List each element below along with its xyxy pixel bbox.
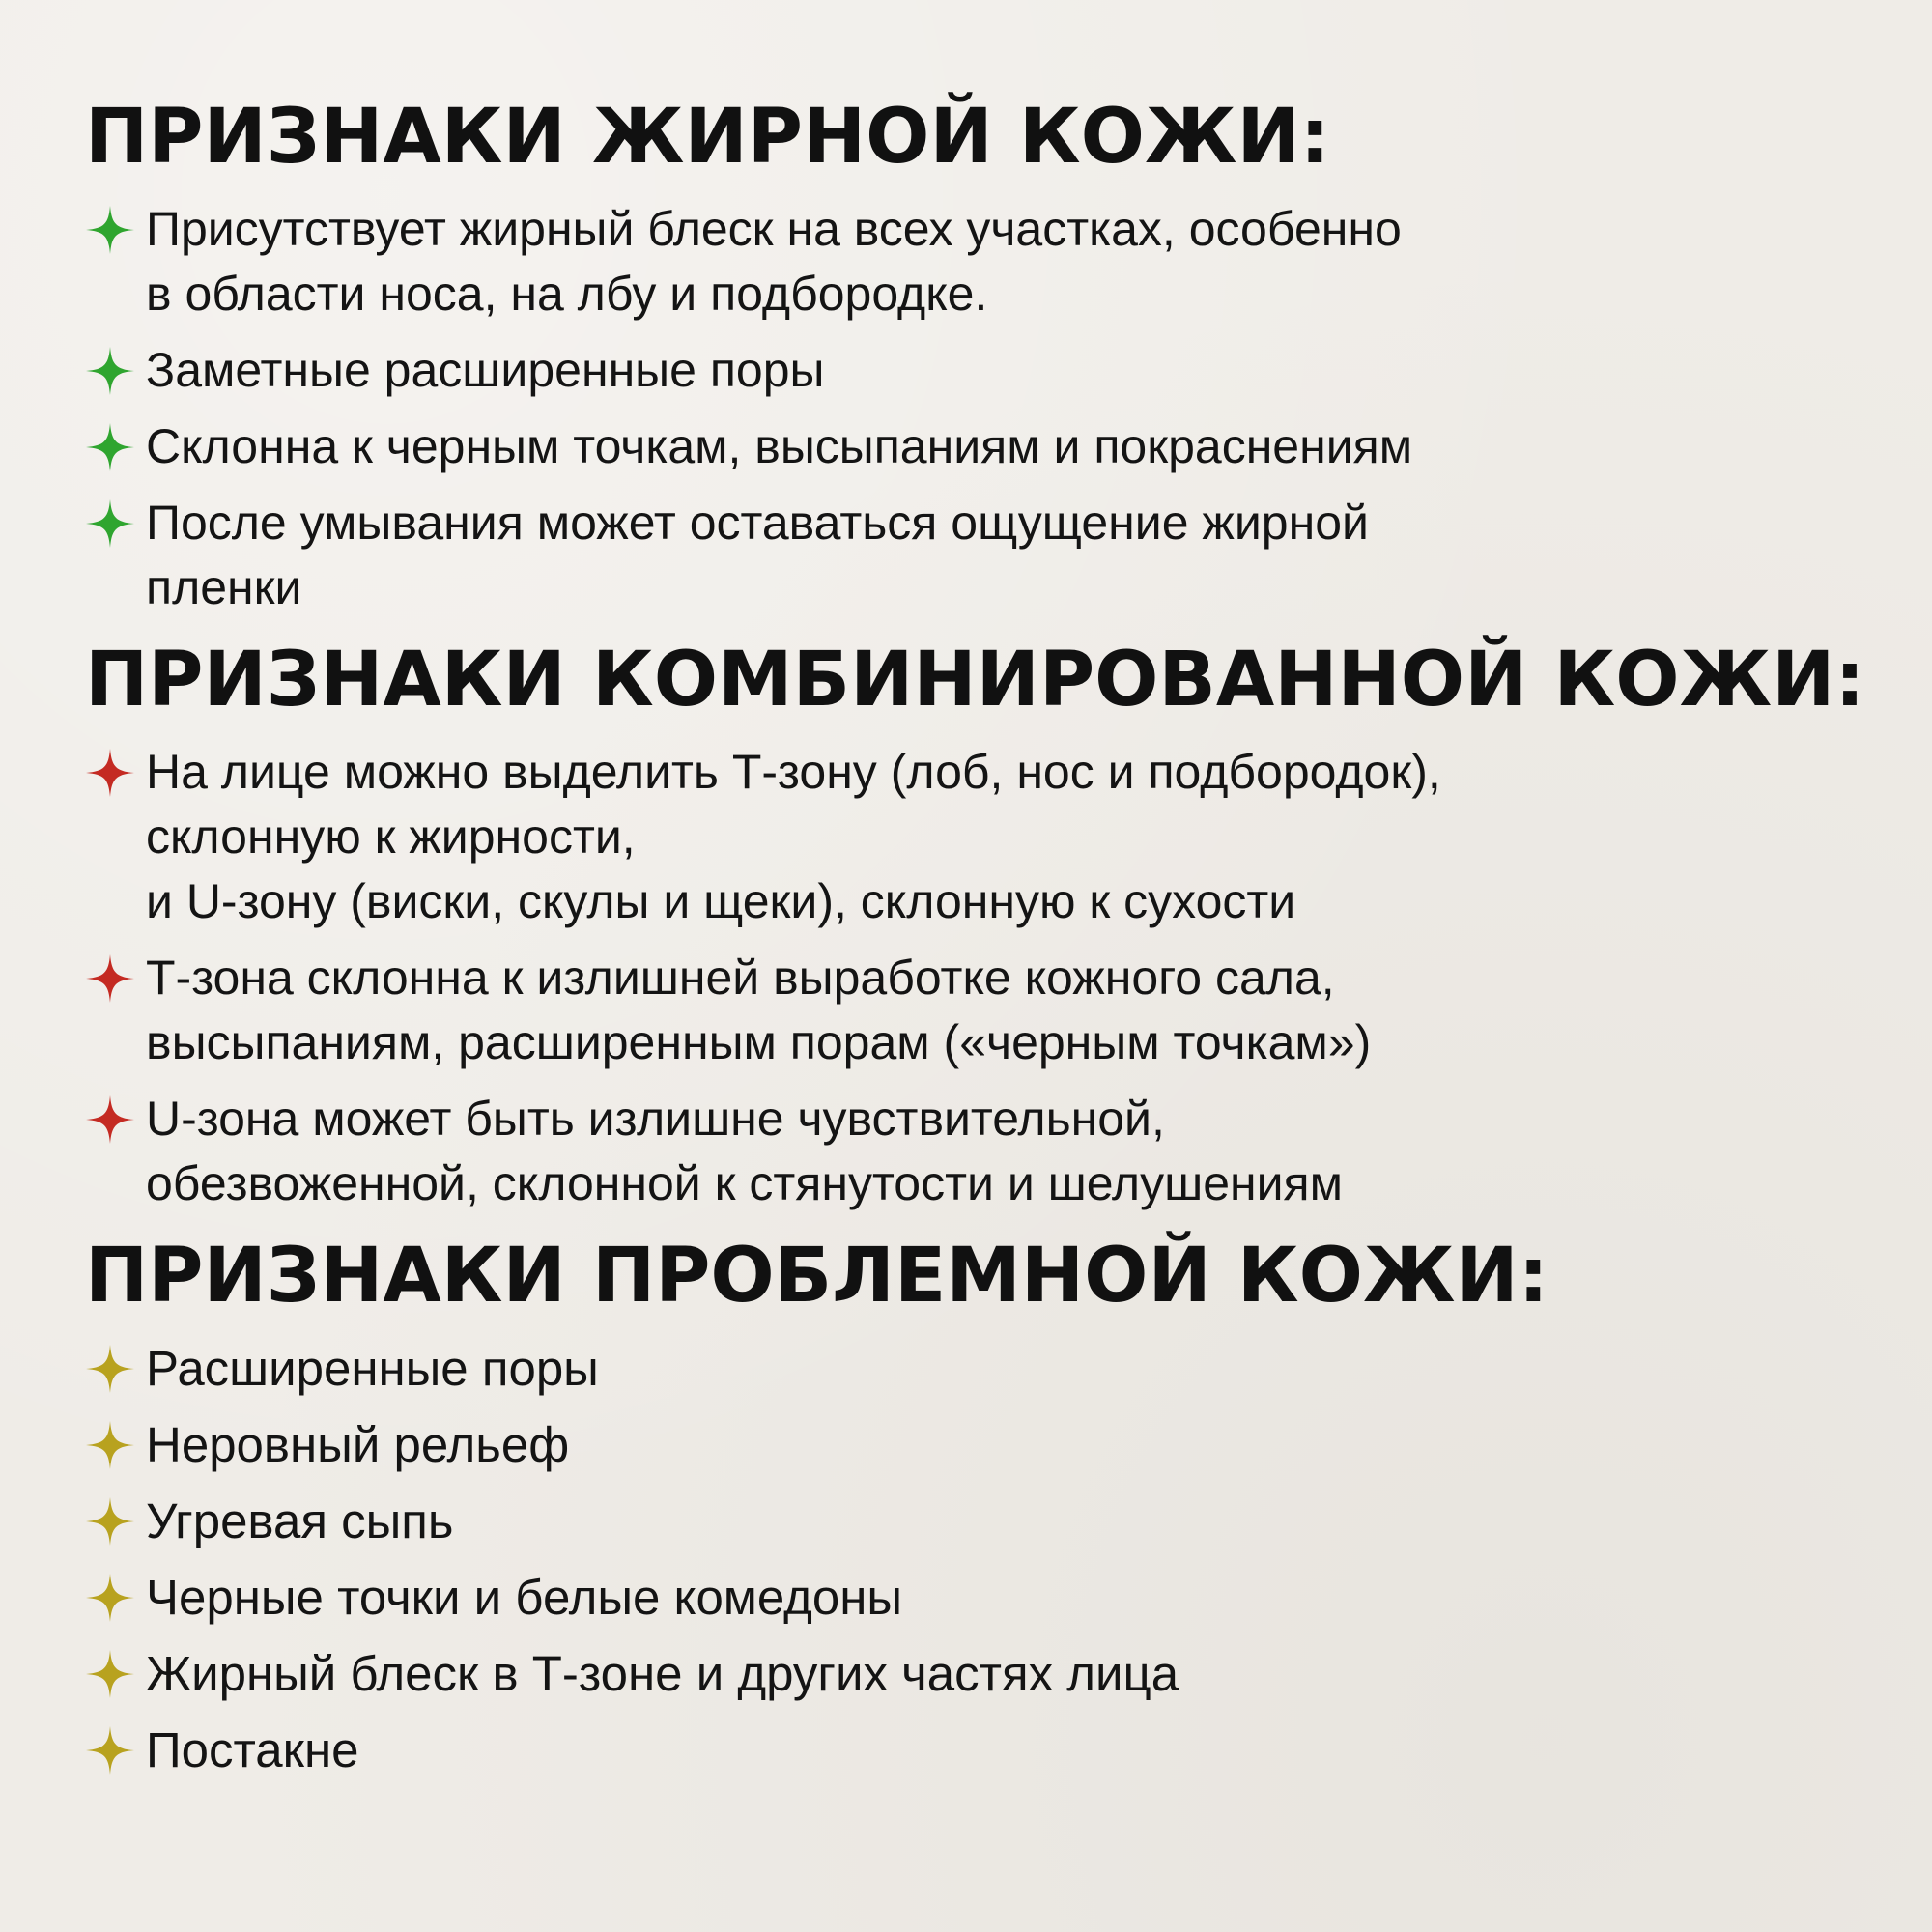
list-item-line: Склонна к черным точкам, высыпаниям и покраснениям bbox=[146, 419, 1413, 473]
problem-skin-list bbox=[85, 1336, 1824, 1782]
green-star-icon bbox=[85, 346, 135, 396]
green-star-icon bbox=[85, 205, 135, 255]
list-item-line: Неровный рельеф bbox=[146, 1417, 570, 1472]
list-item-line: и U-зону (виски, скулы и щеки), склонную к сухости bbox=[146, 874, 1296, 928]
list-item-line: На лице можно выделить Т-зону (лоб, нос и подбородок), bbox=[146, 745, 1441, 799]
list-item-line: После умывания может оставаться ощущение жирной bbox=[146, 496, 1369, 550]
list-item bbox=[85, 1412, 1824, 1477]
section-title-oily-skin: ПРИЗНАКИ ЖИРНОЙ КОЖИ: bbox=[85, 94, 1330, 181]
list-item bbox=[85, 1087, 1824, 1216]
list-item-line: U-зона может быть излишне чувствительной, bbox=[146, 1092, 1165, 1146]
red-star-icon bbox=[85, 748, 135, 798]
list-item bbox=[85, 1641, 1824, 1706]
yellow-star-icon bbox=[85, 1649, 135, 1699]
list-item bbox=[85, 740, 1824, 934]
yellow-star-icon bbox=[85, 1420, 135, 1470]
list-item-line: Жирный блеск в Т-зоне и других частях лица bbox=[146, 1646, 1179, 1701]
list-item-line: Угревая сыпь bbox=[146, 1493, 454, 1548]
list-item-line: обезвоженной, склонной к стянутости и шелушениям bbox=[146, 1156, 1343, 1210]
list-item-line: Присутствует жирный блеск на всех участках, особенно bbox=[146, 202, 1402, 256]
red-star-icon bbox=[85, 953, 135, 1004]
section-title-combined-skin: ПРИЗНАКИ КОМБИНИРОВАННОЙ КОЖИ: bbox=[85, 637, 1865, 724]
section-title-problem-skin: ПРИЗНАКИ ПРОБЛЕМНОЙ КОЖИ: bbox=[85, 1233, 1548, 1320]
combined-skin-list bbox=[85, 740, 1824, 1216]
list-item bbox=[85, 1718, 1824, 1782]
yellow-star-icon bbox=[85, 1573, 135, 1623]
list-item-line: пленки bbox=[146, 560, 302, 614]
list-item-line: Т-зона склонна к излишней выработке кожного сала, bbox=[146, 951, 1335, 1005]
list-item-line: склонную к жирности, bbox=[146, 810, 636, 864]
yellow-star-icon bbox=[85, 1496, 135, 1547]
green-star-icon bbox=[85, 498, 135, 549]
list-item-line: Расширенные поры bbox=[146, 1341, 599, 1396]
list-item bbox=[85, 338, 1824, 403]
list-item-line: в области носа, на лбу и подбородке. bbox=[146, 267, 988, 321]
list-item-line: Заметные расширенные поры bbox=[146, 343, 825, 397]
list-item bbox=[85, 197, 1824, 327]
list-item bbox=[85, 1565, 1824, 1630]
green-star-icon bbox=[85, 422, 135, 472]
list-item bbox=[85, 1489, 1824, 1553]
list-item bbox=[85, 491, 1824, 620]
list-item bbox=[85, 1336, 1824, 1401]
list-item bbox=[85, 414, 1824, 479]
oily-skin-list bbox=[85, 197, 1824, 620]
list-item-line: Черные точки и белые комедоны bbox=[146, 1570, 903, 1625]
content bbox=[85, 89, 1865, 1794]
list-item-line: Постакне bbox=[146, 1722, 359, 1777]
yellow-star-icon bbox=[85, 1344, 135, 1394]
list-item bbox=[85, 946, 1824, 1075]
red-star-icon bbox=[85, 1094, 135, 1145]
yellow-star-icon bbox=[85, 1725, 135, 1776]
list-item-line: высыпаниям, расширенным порам («черным точкам») bbox=[146, 1015, 1372, 1069]
